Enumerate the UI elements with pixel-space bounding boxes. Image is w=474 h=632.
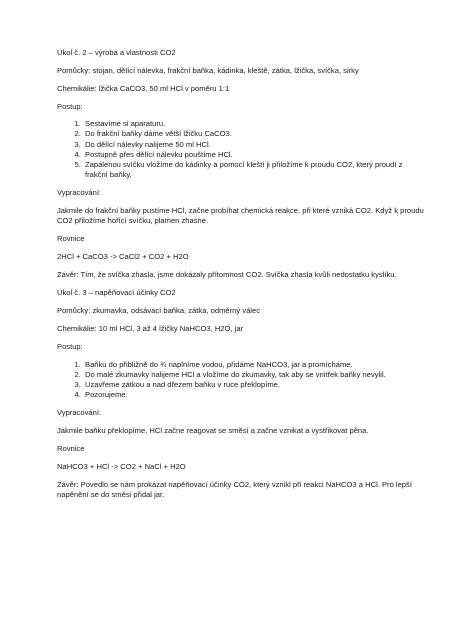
equation-label-1: Rovnice <box>57 234 85 244</box>
chemicals-list-1: Chemikálie: lžička CaCO3, 50 ml HCl v poměru 1:1 <box>57 84 230 93</box>
chemicals-list-2: Chemikálie: 10 ml HCl, 3 až 4 lžičky NaHCO3, H2O, jar <box>57 324 244 334</box>
procedure-list-1 <box>57 119 425 180</box>
conclusion-2: Závěr: Povedlo se nám prokázat napěňovací účinky CO2, který vznikl při reakci NaHCO3 a HCl. Pro lepší napěnění se do směsi přidal jar. <box>57 480 412 500</box>
list-item: 4. Pozorujeme. <box>83 390 425 400</box>
list-item: 3. Uzavřeme zátkou a nad dřezem baňku v ruce překlopíme. <box>83 380 425 390</box>
procedure-list-2 <box>57 360 425 401</box>
elaboration-text-2: Jakmile baňku překlopíme, HCl začne reagovat se směsí a začne vznikat a vystřikovat pěna. <box>57 426 369 436</box>
list-item: 2. Do malé zkumavky nalijeme HCl a vložíme do zkumavky, tak aby se vnitřek baňky nevylil. <box>83 370 425 380</box>
list-item: 4. Postupně přes dělící nálevku pouštíme HCl. <box>83 150 425 160</box>
equation-label-2: Rovnice <box>57 444 85 454</box>
elaboration-label-2: Vypracování: <box>57 408 102 418</box>
task-title-2: Úkol č. 3 – napěňovací účinky CO2 <box>57 288 176 298</box>
list-item: 2. Do frakční baňky dáme větší lžičku CaCO3. <box>83 129 425 139</box>
task-title-1: Úkol č. 2 – výroba a vlastnosti CO2 <box>57 48 176 57</box>
procedure-label-1: Postup: <box>57 102 83 111</box>
equipment-list-1: Pomůcky: stojan, dělící nálevka, frakční baňka, kádinka, kleště, zátka, lžička, svíčka, sirky <box>57 66 359 75</box>
procedure-label-2: Postup: <box>57 342 83 352</box>
equation-1: 2HCl + CaCO3 -> CaCl2 + CO2 + H2O <box>57 252 189 262</box>
list-item: 1. Sestavíme si aparaturu. <box>83 119 425 129</box>
list-item: 3. Do dělící nálevky nalijeme 50 ml HCl. <box>83 140 425 150</box>
equation-2: NaHCO3 + HCl -> CO2 + NaCl + H2O <box>57 462 186 472</box>
document-page <box>57 48 425 508</box>
elaboration-label-1: Vypracování: <box>57 188 102 198</box>
list-item: 5. Zapálenou svíčku vložíme do kádinky a pomocí kleští ji přiložíme k proudu CO2, který proudí z frakční baňky. <box>83 160 425 180</box>
list-item: 1. Baňku do přibližně do ¾ naplníme vodou, přidáme NaHCO3, jar a promícháme. <box>83 360 425 370</box>
conclusion-1: Závěr: Tím, že svíčka zhasla, jsme dokázaly přítomnost CO2. Svíčka zhasla kvůli nedostatku kyslíku. <box>57 270 397 280</box>
equipment-list-2: Pomůcky: zkumavka, odsávací baňka, zátka, odměrný válec <box>57 306 261 316</box>
elaboration-text-1: Jakmile do frakční baňky pustíme HCl, začne probíhat chemická reakce, při které vzniká CO2. Když k proudu CO2 přiložíme hořící svíčku, plamen zhasne. <box>57 206 424 226</box>
